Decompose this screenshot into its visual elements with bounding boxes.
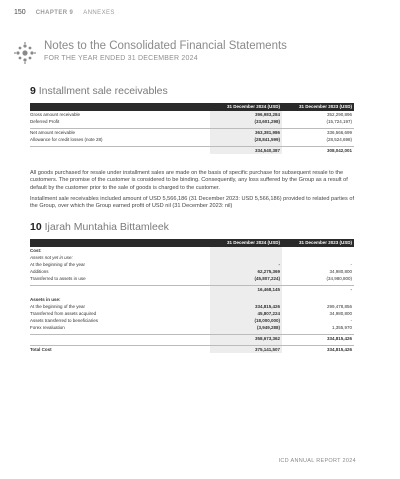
col-2023-header: 31 December 2023 (USD) — [282, 239, 354, 247]
table-row: Assets transferred to beneficiaries (18,000,000) - — [30, 318, 352, 323]
note-9-paragraph: All goods purchased for resale under installment sales are made on the basis of specific purchase for subsequent resale to the customers. The promise of the customer is considered to be binding. Consequently, any loss suffered by the Group as a result of default by the customer prior to the sale of goods is charged to the customer. — [30, 170, 348, 191]
installment-table — [30, 103, 354, 154]
total-cost-row: Total Cost 375,141,507 334,815,426 — [30, 347, 352, 352]
col-2024-header: 31 December 2024 (USD) — [210, 239, 282, 247]
assets-in-use-label: Assets in use: — [30, 297, 61, 302]
col-2024-header: 31 December 2024 (USD) — [210, 103, 282, 111]
table-row: At the beginning of the year - - — [30, 262, 352, 267]
note-10-number: 10 — [30, 221, 42, 233]
note-10-heading — [30, 221, 169, 233]
subtotal-row: 358,673,362 334,815,426 — [30, 335, 354, 343]
table-header-row — [30, 239, 354, 247]
section-label: ANNEXES — [83, 9, 115, 16]
note-9-heading — [30, 85, 168, 97]
ijarah-table — [30, 239, 354, 353]
table-row: Allowance for credit losses (note 28) (28,841,599) (28,524,698) — [30, 137, 352, 142]
note-9-title: Installment sale receivables — [38, 85, 168, 97]
cost-label: Cost: — [30, 248, 42, 253]
page-subtitle: FOR THE YEAR ENDED 31 DECEMBER 2024 — [44, 55, 198, 62]
page-title: Notes to the Consolidated Financial Statements — [44, 40, 287, 52]
subtotal-row: 16,468,145 - — [30, 286, 354, 294]
note-9-related-party-paragraph: Installment sale receivables included amount of USD 5,566,186 (31 December 2023: USD 5,566,186) provided to related parties of the Group, over which the Group earned profit of USD nil (31 December 2023: nil) — [30, 196, 355, 210]
table-row: At the beginning of the year 334,815,426 299,478,856 — [30, 304, 352, 309]
table-row: Additions 62,275,369 34,980,800 — [30, 269, 352, 274]
assets-not-yet-label: Assets not yet in use: — [30, 255, 73, 260]
chapter-label: CHAPTER 9 — [35, 9, 74, 16]
page-header — [14, 9, 115, 16]
note-10-title: Ijarah Muntahia Bittamleek — [44, 221, 169, 233]
report-footer: ICD ANNUAL REPORT 2024 — [278, 458, 356, 464]
table-row: Deferred Profit (33,601,298) (15,724,197) — [30, 119, 352, 124]
note-9-number: 9 — [30, 85, 36, 97]
table-row: Forex revaluation (3,949,288) 1,355,970 — [30, 325, 352, 330]
table-row: Net amount receivable 363,381,986 336,566,699 — [30, 130, 352, 135]
table-row: Transferred to assets in use (45,807,224) (34,980,800) — [30, 276, 352, 281]
table-row: Transferred from assets acquired 45,807,224 34,980,800 — [30, 311, 352, 316]
icd-logo-icon — [14, 42, 36, 64]
table-total-row: 334,540,387 308,042,001 — [30, 147, 354, 155]
table-header-row — [30, 103, 354, 111]
col-2023-header: 31 December 2023 (USD) — [282, 103, 354, 111]
table-row: Gross amount receivable 396,983,284 352,290,896 — [30, 112, 352, 117]
page-number: 150 — [14, 9, 26, 16]
